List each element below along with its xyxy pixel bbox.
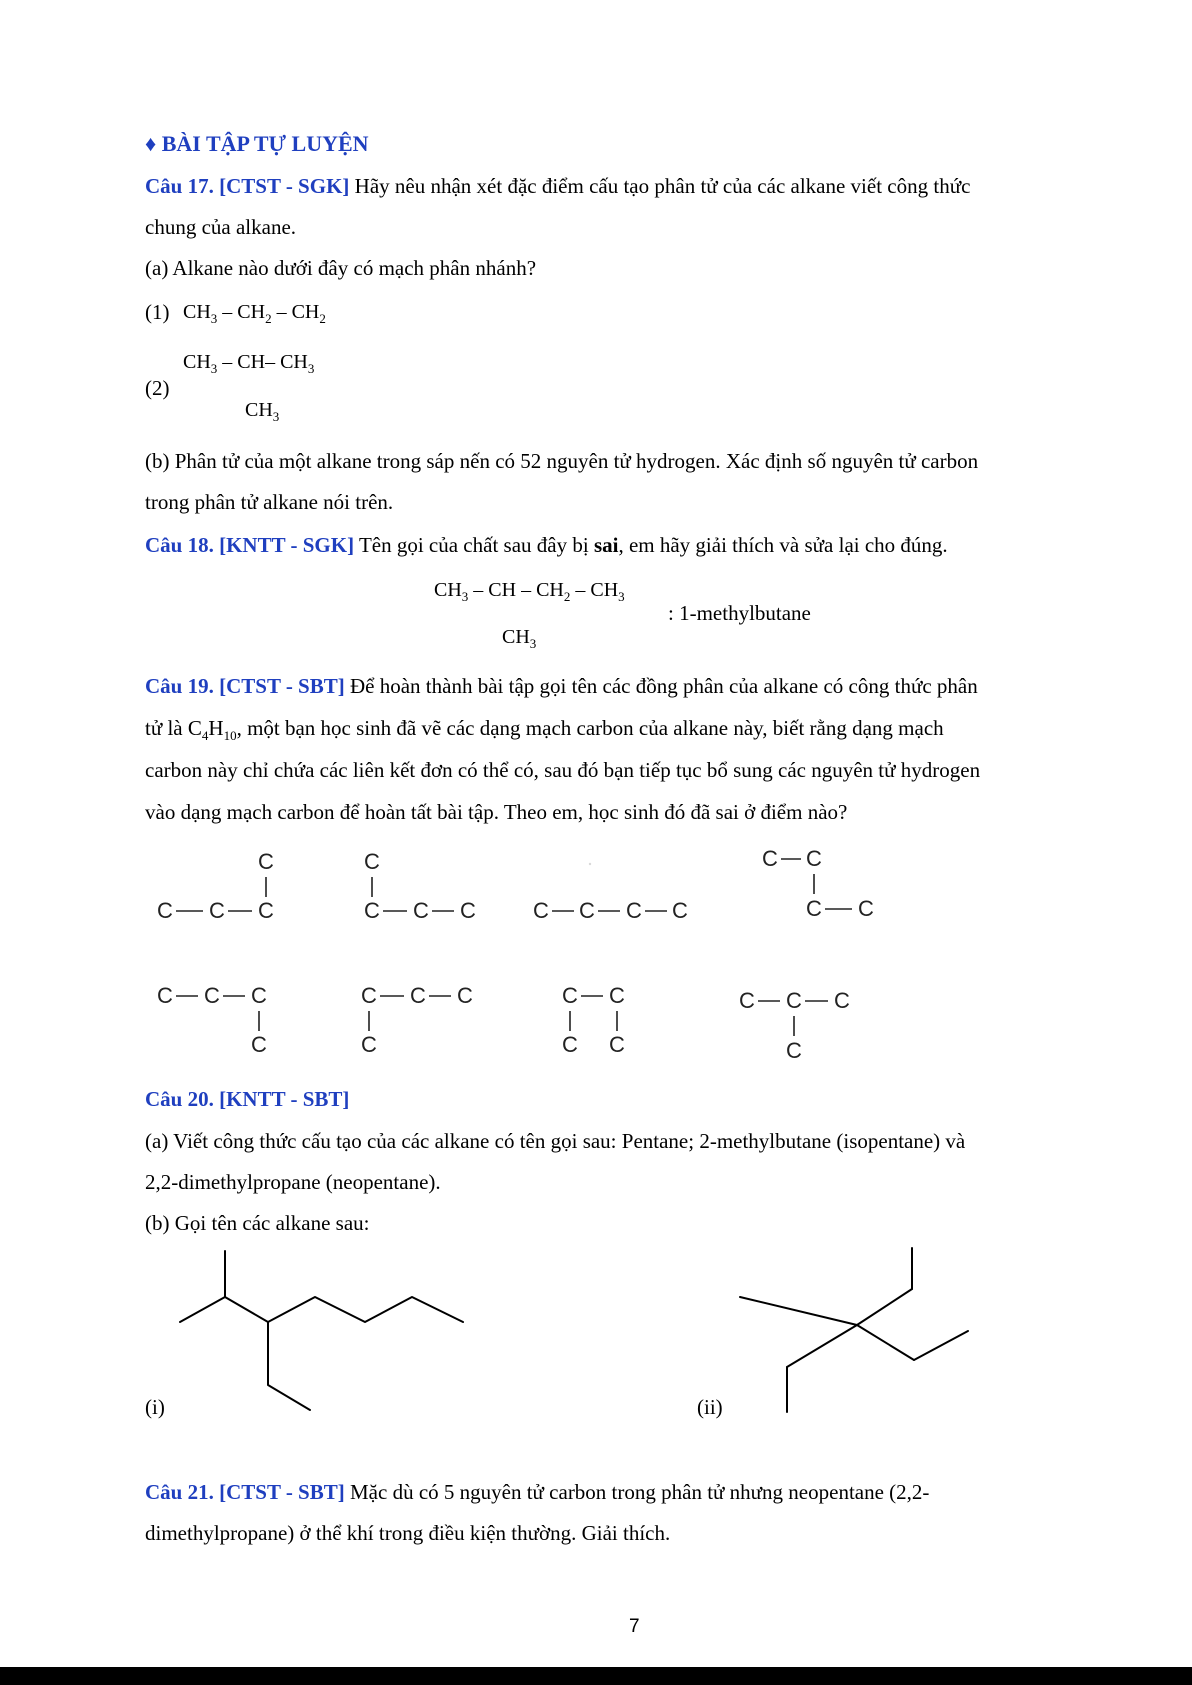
atom: C bbox=[157, 898, 173, 923]
q17-item1-formula: $CH_3 - CH_2 - CH_2$ bbox=[183, 301, 326, 326]
q18-label: Câu 18. [KNTT - SGK] bbox=[145, 533, 355, 557]
atom: C bbox=[609, 1032, 625, 1057]
structure-i-label: (i) bbox=[145, 1395, 165, 1419]
atom: C bbox=[361, 1032, 377, 1057]
atom: C bbox=[364, 898, 380, 923]
atom: C bbox=[457, 983, 473, 1008]
atom: C bbox=[209, 898, 225, 923]
structure-ii-bond-top-left bbox=[740, 1297, 857, 1325]
atom: C bbox=[806, 846, 822, 871]
structure-ii-bond-bottom-right bbox=[857, 1325, 914, 1360]
structure-ii-label: (ii) bbox=[697, 1395, 723, 1419]
atom: C bbox=[762, 846, 778, 871]
q20-part-a-line1: (a) Viết công thức cấu tạo của các alkane có tên gọi sau: Pentane; 2-methylbutane (isopentane) và bbox=[145, 1129, 966, 1153]
q19-line1 bbox=[145, 676, 978, 697]
page-number: 7 bbox=[629, 1616, 640, 1637]
atom: C bbox=[786, 988, 802, 1013]
q17-line1 bbox=[145, 176, 970, 197]
atom: C bbox=[672, 898, 688, 923]
q17-item1-label: (1) bbox=[145, 300, 170, 324]
atom: C bbox=[251, 1032, 267, 1057]
q19-line3: carbon này chỉ chứa các liên kết đơn có thể có, sau đó bạn tiếp tục bổ sung các nguyên tử hydrogen bbox=[145, 758, 981, 782]
structure-ii-bond-top-right bbox=[857, 1289, 912, 1325]
section-heading bbox=[145, 133, 369, 155]
q20-label: Câu 20. [KNTT - SBT] bbox=[145, 1087, 350, 1111]
atom: C bbox=[460, 898, 476, 923]
q17-item2-formula-branch: $CH_3$ bbox=[245, 399, 280, 424]
atom: C bbox=[786, 1038, 802, 1063]
atom: C bbox=[410, 983, 426, 1008]
q18-formula-main: $CH_3$ – CH – $CH_2 - CH_3$ bbox=[434, 579, 625, 604]
q19-line2: tử là $C_4H_{10}$, một bạn học sinh đã vẽ các dạng mạch carbon của alkane này, biết rằng dạng mạch bbox=[145, 716, 944, 743]
q21-line1 bbox=[145, 1482, 929, 1503]
q17-part-b-line1: (b) Phân tử của một alkane trong sáp nến có 52 nguyên tử hydrogen. Xác định số nguyên tử carbon bbox=[145, 449, 979, 473]
atom: C bbox=[258, 898, 274, 923]
q18-line1 bbox=[145, 535, 948, 556]
structure-ii-bond-bottom-right-tail bbox=[914, 1331, 968, 1360]
q17-item2-label: (2) bbox=[145, 376, 170, 400]
atom: C bbox=[204, 983, 220, 1008]
q17-part-b-line2: trong phân tử alkane nói trên. bbox=[145, 490, 394, 514]
atom: C bbox=[413, 898, 429, 923]
q17-text-line1: Hãy nêu nhận xét đặc điểm cấu tạo phân tử của các alkane viết công thức bbox=[354, 174, 971, 198]
atom: C bbox=[562, 983, 578, 1008]
structure-ii-bond-bottom-left bbox=[787, 1325, 857, 1367]
atom: C bbox=[157, 983, 173, 1008]
atom: C bbox=[858, 896, 874, 921]
q18-text-bold: sai bbox=[593, 533, 619, 557]
atom: C bbox=[806, 896, 822, 921]
atom: C bbox=[251, 983, 267, 1008]
q18-text-after: , em hãy giải thích và sửa lại cho đúng. bbox=[618, 533, 948, 557]
section-title: BÀI TẬP TỰ LUYỆN bbox=[161, 131, 369, 156]
scan-speck bbox=[589, 863, 591, 865]
bottom-border-bar bbox=[0, 1667, 1192, 1685]
q20-part-a-line2: 2,2-dimethylpropane (neopentane). bbox=[145, 1170, 441, 1194]
q20-part-b: (b) Gọi tên các alkane sau: bbox=[145, 1211, 370, 1235]
structure-i-ethyl-branch bbox=[268, 1322, 310, 1410]
q21-line2: dimethylpropane) ở thể khí trong điều kiện thường. Giải thích. bbox=[145, 1521, 671, 1545]
q17-part-a: (a) Alkane nào dưới đây có mạch phân nhánh? bbox=[145, 256, 537, 280]
q17-label: Câu 17. [CTST - SGK] bbox=[145, 174, 350, 198]
atom: C bbox=[533, 898, 549, 923]
atom: C bbox=[361, 983, 377, 1008]
q21-label: Câu 21. [CTST - SBT] bbox=[145, 1480, 345, 1504]
atom: C bbox=[739, 988, 755, 1013]
atom: C bbox=[626, 898, 642, 923]
q19-line4: vào dạng mạch carbon để hoàn tất bài tập. Theo em, học sinh đó đã sai ở điểm nào? bbox=[145, 800, 848, 824]
atom: C bbox=[579, 898, 595, 923]
structure-i-main-chain bbox=[180, 1297, 463, 1322]
atom: C bbox=[562, 1032, 578, 1057]
q19-label: Câu 19. [CTST - SBT] bbox=[145, 674, 345, 698]
q17-text-line2: chung của alkane. bbox=[145, 215, 297, 239]
atom: C bbox=[609, 983, 625, 1008]
q18-text-before: Tên gọi của chất sau đây bị bbox=[358, 533, 594, 557]
q19-text-line1: Để hoàn thành bài tập gọi tên các đồng phân của alkane có công thức phân bbox=[350, 674, 978, 698]
atom: C bbox=[834, 988, 850, 1013]
q21-text-line1: Mặc dù có 5 nguyên tử carbon trong phân tử nhưng neopentane (2,2- bbox=[350, 1480, 930, 1504]
q18-name: : 1-methylbutane bbox=[668, 601, 811, 625]
q17-item2-formula-main: $CH_3 - CH-$ $CH_3$ bbox=[183, 351, 315, 376]
diamond-bullet-icon: ♦ bbox=[145, 131, 157, 156]
q18-formula-branch: $CH_3$ bbox=[502, 626, 537, 651]
atom: C bbox=[258, 849, 274, 874]
atom: C bbox=[364, 849, 380, 874]
